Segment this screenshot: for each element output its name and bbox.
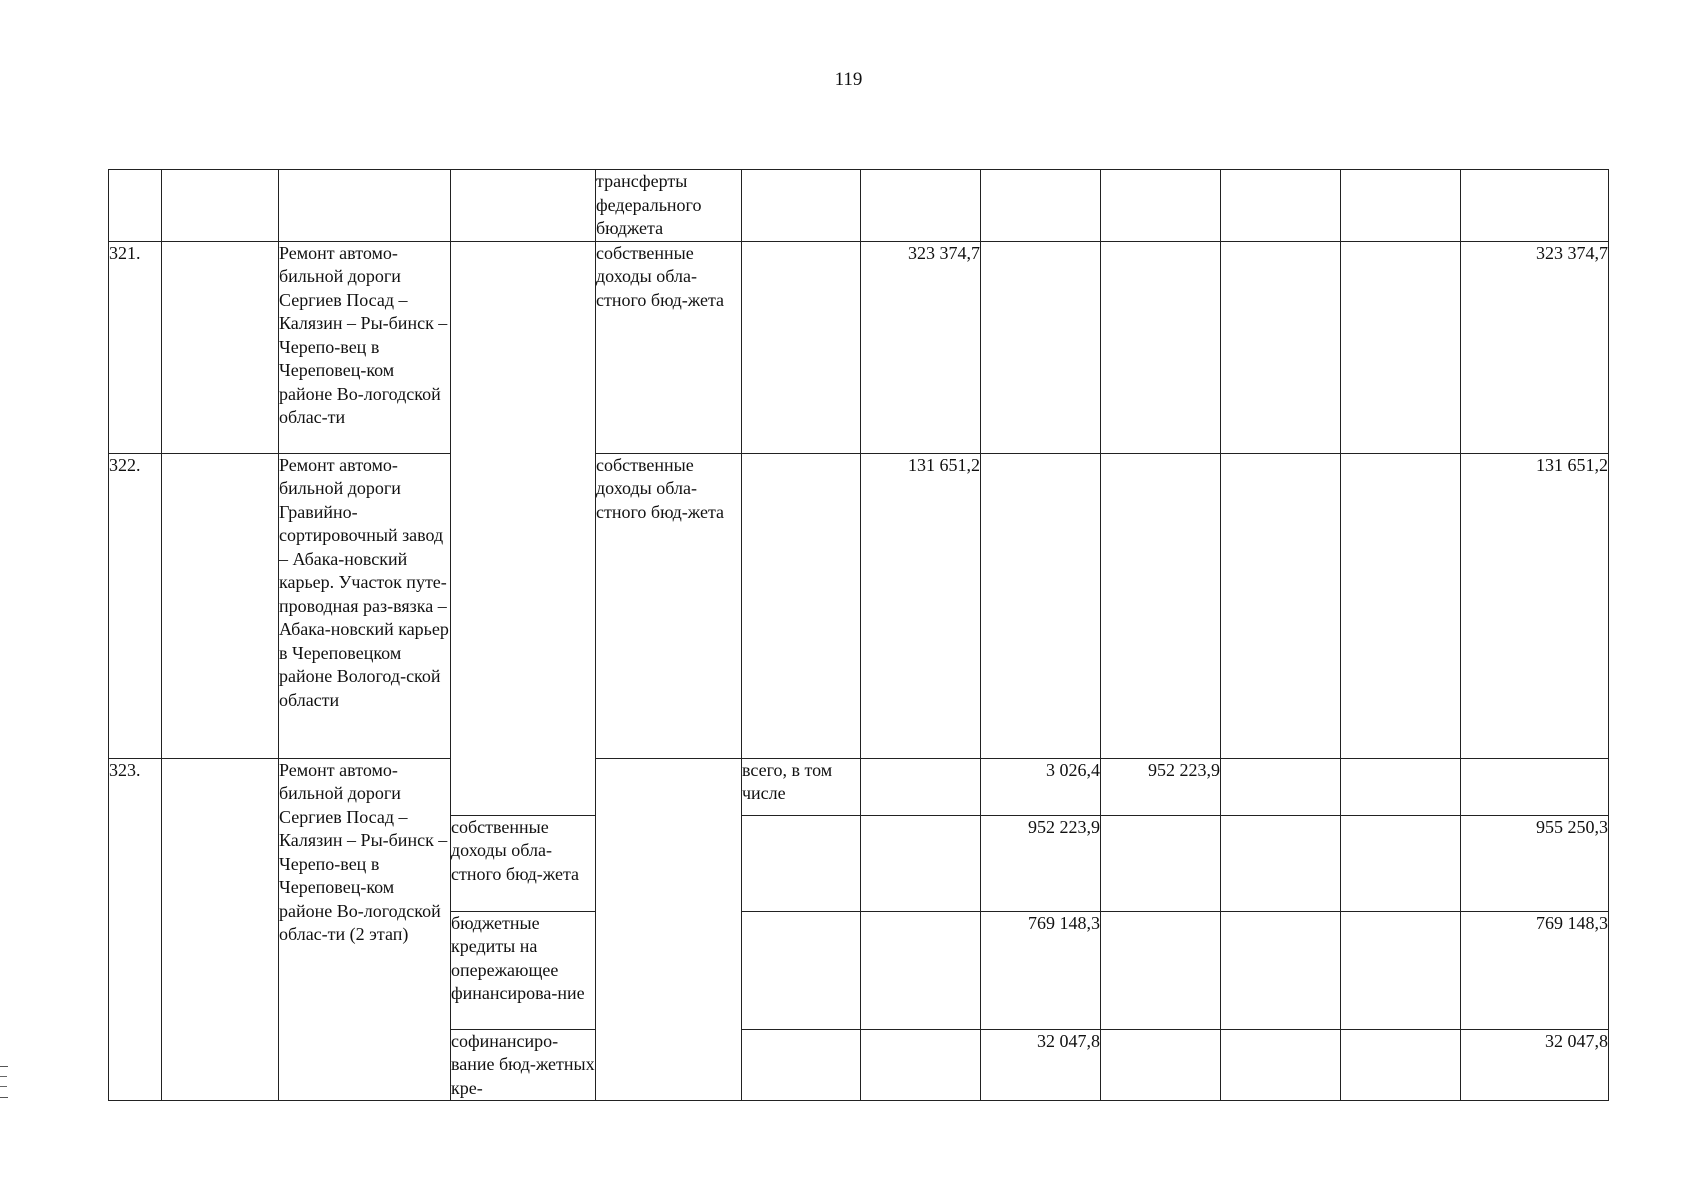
value-cell	[1101, 453, 1221, 758]
total-cell: 323 374,7	[1461, 241, 1609, 453]
funding-source: собственные доходы обла-стного бюд-жета	[451, 815, 596, 911]
value-cell	[861, 1029, 981, 1101]
table-row	[109, 241, 1609, 453]
table-row	[109, 758, 1609, 815]
empty-cell	[451, 241, 596, 815]
value-cell	[1341, 911, 1461, 1029]
row-number	[109, 170, 162, 242]
table-row	[109, 453, 1609, 758]
value-cell	[861, 815, 981, 911]
value-cell	[981, 241, 1101, 453]
value-cell	[1101, 170, 1221, 242]
empty-cell	[162, 453, 279, 758]
budget-table	[108, 169, 1609, 1101]
value-cell	[1341, 453, 1461, 758]
empty-cell	[162, 170, 279, 242]
empty-cell	[451, 170, 596, 242]
value-cell	[1341, 170, 1461, 242]
value-cell: 131 651,2	[861, 453, 981, 758]
funding-source: бюджетные кредиты на опережающее финансирова-ние	[451, 911, 596, 1029]
page-number: 119	[834, 69, 863, 90]
value-cell	[1341, 1029, 1461, 1101]
object-name	[279, 170, 451, 242]
object-name: Ремонт автомо-бильной дороги Сергиев Посад – Калязин – Ры-бинск – Черепо-вец в Череповец-ком районе Во-логодской облас-ти	[279, 241, 451, 453]
funding-source: всего, в том числе	[742, 758, 861, 815]
value-cell	[1101, 815, 1221, 911]
total-cell: 769 148,3	[1461, 911, 1609, 1029]
value-cell	[1341, 758, 1461, 815]
value-cell: 952 223,9	[1101, 758, 1221, 815]
total-cell: 131 651,2	[1461, 453, 1609, 758]
value-cell: 769 148,3	[981, 911, 1101, 1029]
value-cell	[742, 453, 861, 758]
row-number: 323.	[109, 758, 162, 1101]
value-cell	[742, 241, 861, 453]
value-cell	[742, 1029, 861, 1101]
total-cell: 32 047,8	[1461, 1029, 1609, 1101]
empty-cell	[162, 758, 279, 1101]
funding-source: собственные доходы обла-стного бюд-жета	[596, 241, 742, 453]
object-name: Ремонт автомо-бильной дороги Гравийно-сортировочный завод – Абака-новский карьер. Участок путе-проводная раз-вязка – Абака-новский карьер в Череповецком районе Вологод-ской области	[279, 453, 451, 758]
value-cell	[861, 758, 981, 815]
empty-cell	[596, 758, 742, 1101]
funding-source: софинансиро-вание бюд-жетных кре-	[451, 1029, 596, 1101]
value-cell	[861, 911, 981, 1029]
funding-source: собственные доходы обла-стного бюд-жета	[596, 453, 742, 758]
value-cell	[1101, 241, 1221, 453]
value-cell	[742, 911, 861, 1029]
value-cell	[1221, 758, 1341, 815]
funding-source: трансферты федерального бюджета	[596, 170, 742, 242]
value-cell	[1221, 241, 1341, 453]
value-cell	[1101, 1029, 1221, 1101]
value-cell	[1221, 170, 1341, 242]
value-cell	[1221, 815, 1341, 911]
value-cell	[981, 170, 1101, 242]
value-cell: 32 047,8	[981, 1029, 1101, 1101]
value-cell	[981, 453, 1101, 758]
object-name: Ремонт автомо-бильной дороги Сергиев Посад – Калязин – Ры-бинск – Черепо-вец в Череповец-ком районе Во-логодской облас-ти (2 этап)	[279, 758, 451, 1101]
scan-margin-marks	[0, 1066, 8, 1098]
value-cell	[1341, 815, 1461, 911]
value-cell	[1221, 1029, 1341, 1101]
value-cell: 3 026,4	[981, 758, 1101, 815]
total-cell: 955 250,3	[1461, 815, 1609, 911]
value-cell	[742, 815, 861, 911]
value-cell	[742, 170, 861, 242]
total-cell	[1461, 170, 1609, 242]
value-cell	[1101, 911, 1221, 1029]
value-cell	[1221, 911, 1341, 1029]
empty-cell	[162, 241, 279, 453]
value-cell	[1341, 241, 1461, 453]
row-number: 322.	[109, 453, 162, 758]
table-row	[109, 170, 1609, 242]
value-cell	[1461, 758, 1609, 815]
value-cell: 952 223,9	[981, 815, 1101, 911]
value-cell	[861, 170, 981, 242]
row-number: 321.	[109, 241, 162, 453]
value-cell: 323 374,7	[861, 241, 981, 453]
value-cell	[1221, 453, 1341, 758]
